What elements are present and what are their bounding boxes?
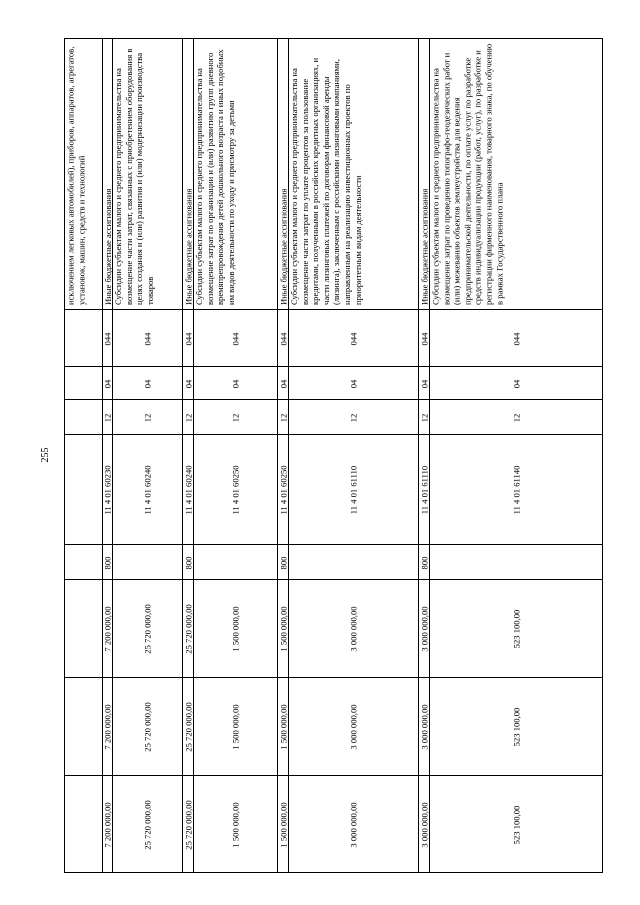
pr-cell: 12 bbox=[194, 399, 278, 435]
vr-cell: 800 bbox=[419, 544, 430, 580]
amount-2021-cell: 3 000 000,00 bbox=[289, 775, 419, 873]
csr-cell: 11 4 01 61140 bbox=[430, 434, 603, 545]
amount-2021-cell: 7 200 000,00 bbox=[103, 775, 113, 873]
grbs-cell: 044 bbox=[113, 309, 183, 367]
rz-cell: 04 bbox=[278, 366, 289, 400]
amount-2020-cell: 3 000 000,00 bbox=[419, 677, 430, 776]
amount-2021-cell: 523 100,00 bbox=[430, 775, 603, 873]
vr-cell bbox=[65, 544, 102, 580]
csr-cell: 11 4 01 60250 bbox=[194, 434, 278, 545]
amount-2020-cell: 25 720 000,00 bbox=[183, 677, 194, 776]
grbs-cell: 044 bbox=[194, 309, 278, 367]
name-cell: Субсидии субъектам малого и среднего предпринимательства на возмещение затрат по организации и (или) развитию групп дневного времяпрепровождения детей дошкольного возраста и иных подобных им видов деятельности по уходу и присмотру за детьми bbox=[194, 49, 236, 305]
amount-2020-cell: 1 500 000,00 bbox=[194, 677, 278, 776]
rz-cell: 04 bbox=[419, 366, 430, 400]
amount-2020-cell: 1 500 000,00 bbox=[278, 677, 289, 776]
csr-cell bbox=[65, 434, 102, 545]
amount-2021-cell: 3 000 000,00 bbox=[419, 775, 430, 873]
vr-cell bbox=[113, 544, 183, 580]
pr-cell: 12 bbox=[113, 399, 183, 435]
csr-cell: 11 4 01 61110 bbox=[419, 434, 430, 545]
grbs-cell: 044 bbox=[103, 309, 113, 367]
rz-cell: 04 bbox=[289, 366, 419, 400]
name-cell: Субсидии субъектам малого и среднего предпринимательства на возмещение затрат по проведению топографо-геодезических работ и (или) межеванию объектов землеустройства для ведения предпринимательской деятельности, по оплате услуг по разработке средств индивидуализации продукции (работ, услуг), по разработке и регистрации фирменного наименования, товарного знака, по обучению в рамках Государственного плана bbox=[430, 43, 504, 305]
amount-2020-cell: 7 200 000,00 bbox=[103, 677, 113, 776]
amount-2020-cell bbox=[65, 677, 102, 776]
amount-2019-cell: 3 000 000,00 bbox=[289, 579, 419, 678]
pr-cell: 12 bbox=[103, 399, 113, 435]
amount-2021-cell: 25 720 000,00 bbox=[183, 775, 194, 873]
grbs-cell bbox=[65, 309, 102, 367]
amount-2019-cell: 7 200 000,00 bbox=[103, 579, 113, 678]
grbs-cell: 044 bbox=[430, 309, 603, 367]
pr-cell bbox=[65, 399, 102, 435]
vr-cell: 800 bbox=[103, 544, 113, 580]
vr-cell: 800 bbox=[183, 544, 194, 580]
name-cell: Иные бюджетные ассигнования bbox=[278, 188, 288, 305]
amount-2019-cell: 1 500 000,00 bbox=[278, 579, 289, 678]
vr-cell bbox=[194, 544, 278, 580]
csr-cell: 11 4 01 60250 bbox=[278, 434, 289, 545]
amount-2020-cell: 523 100,00 bbox=[430, 677, 603, 776]
name-cell: Иные бюджетные ассигнования bbox=[103, 188, 113, 305]
rz-cell: 04 bbox=[194, 366, 278, 400]
amount-2020-cell: 25 720 000,00 bbox=[113, 677, 183, 776]
vr-cell: 800 bbox=[278, 544, 289, 580]
amount-2019-cell: 25 720 000,00 bbox=[113, 579, 183, 678]
name-cell bbox=[65, 39, 102, 309]
amount-2019-cell: 25 720 000,00 bbox=[183, 579, 194, 678]
csr-cell: 11 4 01 60240 bbox=[183, 434, 194, 545]
amount-2019-cell bbox=[65, 579, 102, 678]
pr-cell: 12 bbox=[289, 399, 419, 435]
amount-2021-cell: 1 500 000,00 bbox=[278, 775, 289, 873]
grbs-cell: 044 bbox=[289, 309, 419, 367]
table-row bbox=[65, 39, 102, 872]
name-cell: Субсидии субъектам малого и среднего предпринимательства на возмещение части затрат по уплате процентов за пользование кредитами, полученными в российских кредитных организациях, и части лизинговых платежей по договорам финансовой аренды (лизинга), заключенным с российскими лизинговыми компаниями, направленным на реализацию инвестиционных проектов по приоритетным видам деятельности bbox=[289, 57, 363, 305]
amount-2019-cell: 1 500 000,00 bbox=[194, 579, 278, 678]
grbs-cell: 044 bbox=[419, 309, 430, 367]
grbs-cell: 044 bbox=[278, 309, 289, 367]
amount-2021-cell: 25 720 000,00 bbox=[113, 775, 183, 873]
amount-2021-cell bbox=[65, 775, 102, 873]
table-row bbox=[193, 39, 278, 872]
rz-cell: 04 bbox=[430, 366, 603, 400]
rz-cell: 04 bbox=[103, 366, 113, 400]
table-row bbox=[288, 39, 419, 872]
csr-cell: 11 4 01 60240 bbox=[113, 434, 183, 545]
rz-cell: 04 bbox=[183, 366, 194, 400]
name-cell: Иные бюджетные ассигнования bbox=[419, 188, 429, 305]
pr-cell: 12 bbox=[419, 399, 430, 435]
rz-cell: 04 bbox=[113, 366, 183, 400]
table-row bbox=[112, 39, 183, 872]
amount-2021-cell: 1 500 000,00 bbox=[194, 775, 278, 873]
amount-2019-cell: 3 000 000,00 bbox=[419, 579, 430, 678]
pr-cell: 12 bbox=[430, 399, 603, 435]
page-number: 255 bbox=[40, 447, 51, 463]
name-cell: Субсидии субъектам малого и среднего предпринимательства на возмещение части затрат, связанных с приобретением оборудования в целях создания и (или) развития и (или) модернизации производства товаров bbox=[113, 48, 155, 305]
pr-cell: 12 bbox=[183, 399, 194, 435]
pr-cell: 12 bbox=[278, 399, 289, 435]
name-text: исключением легковых автомобилей), приборов, аппаратов, агрегатов, установок, машин, средств и технологий bbox=[65, 46, 86, 305]
grbs-cell: 044 bbox=[183, 309, 194, 367]
table-row bbox=[429, 39, 603, 872]
budget-table bbox=[64, 38, 603, 873]
amount-2020-cell: 3 000 000,00 bbox=[289, 677, 419, 776]
amount-2019-cell: 523 100,00 bbox=[430, 579, 603, 678]
csr-cell: 11 4 01 61110 bbox=[289, 434, 419, 545]
rz-cell bbox=[65, 366, 102, 400]
csr-cell: 11 4 01 60230 bbox=[103, 434, 113, 545]
name-cell: Иные бюджетные ассигнования bbox=[183, 188, 193, 305]
vr-cell bbox=[289, 544, 419, 580]
vr-cell bbox=[430, 544, 603, 580]
